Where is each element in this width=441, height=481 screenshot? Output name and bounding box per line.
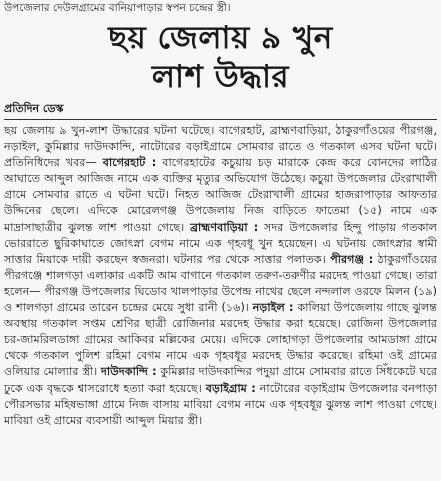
location-label-bagerhat: বাগেরহাট : bbox=[102, 156, 157, 170]
body-text: কালিয়া উপজেলায় গাছে ঝুলন্ত অবস্থায় গতকাল সপ্তম শ্রেণির ছাত্রী রোজিনার মরদেহ উদ্ধার করা হয়েছে। রোজিনা উপজেলার চর-জামরিলডাঙ্গা গ্রামের আকিবর মল্লিকের মেয়ে। এদিকে লোহাগড়া উপজেলার আমডাঙ্গা গ্রামে থেকে গতকাল পুলিশ রহিমা বেগম নামে এক গৃহবধূর মরদেহ উদ্ধার করেছে। রহিমা ওই গ্রামের ওলিয়ার মোল্যার স্ত্রী। bbox=[4, 301, 437, 379]
body-text: সদর উপজেলার হিন্দু পাড়ায় গতকাল ভোররাতে ছুরিকাঘাতে জোৎস্না বেগম নামে এক গৃহবধূ খুন হয়েছেন। এ ঘটনায় জোৎস্নার স্বামী সাত্তার মিয়াকে দায়ী করছেন স্বজনরা। ঘটনার পর থেকে সাত্তার পলাতক। bbox=[4, 220, 437, 266]
body-text: নাটোরের বড়াইগ্রাম উপজেলার বনপাড়া পৌরসভার মহিষভাঙ্গা গ্রামে নিজ বাসায় মাবিয়া বেগম নামে এক গৃহবধূর ঝুলন্ত লাশ পাওয়া গেছে। মাবিয়া ওই গ্রামের ব্যবসায়ী আব্দুল মিয়ার স্ত্রী। bbox=[4, 381, 438, 427]
headline bbox=[0, 15, 441, 97]
location-label-brahmanbaria: ব্রাহ্মণবাড়িয়া : bbox=[190, 220, 259, 234]
body-text: কুমিল্লার দাউদকান্দির পদুয়া গ্রামে সোমবার রাতে সিঁধকেটে ঘরে ঢুকে এক বৃদ্ধকে শ্বাসরোধে হত্যা করা হয়েছে। bbox=[4, 365, 437, 395]
body-text: বাগেরহাটের কচুয়ায় চড় মারাকে কেন্দ্র করে বোনদের লাঠির আঘাতে আব্দুল আজিজ নামে এক ব্যক্তির মৃত্যুর অভিযোগ উঠেছে। কচুয়া উপজেলার টেংরাখালী গ্রামে সোমবার রাতে এ ঘটনা ঘটে। নিহত আজিজ টেংরাখালী গ্রামের হাজরাপাড়ার আফতার উদ্দিনের ছেলে। এদিকে মোরেলগঞ্জ উপজেলায় নিজ বাড়িতে ফাতেমা (১৫) নামে এক মাদ্রাসাছাত্রীর ঝুলন্ত লাশ পাওয়া গেছে। bbox=[4, 156, 437, 234]
article-paragraph bbox=[4, 123, 437, 429]
location-label-pirganj: পীরগঞ্জ : bbox=[330, 252, 374, 266]
location-label-daudkandi: দাউদকান্দি : bbox=[101, 365, 157, 379]
byline: প্রতিদিন ডেস্ক bbox=[4, 102, 64, 115]
body-text: ঠাকুরগাঁওয়ের পীরগঞ্জে শালগড়া এলাকার একটি আম বাগানে গতকাল তরুণ-তরুণীর মরদেহ পাওয়া গেছে। তারা হলেন— পীরগঞ্জ উপজেলার ঘিডোব খালপাড়ার উপেন্দ্র নাথের ছেলে নন্দলাল ওরফে মিলন (১৯) ও শালগড়া গ্রামের তারেন চন্দ্রের মেয়ে সুধা রানী (১৬)। bbox=[4, 252, 437, 315]
headline-line-2: লাশ উদ্ধার bbox=[151, 59, 290, 95]
body-text: ছয় জেলায় ৯ খুন-লাশ উদ্ধারের ঘটনা ঘটেছে। বাগেরহাট, ব্রাহ্মণবাড়িয়া, ঠাকুরগাঁওয়ের পীরগঞ্জ, নড়াইল, কুমিল্লার দাউদকান্দি, নাটোরের বড়াইগ্রামে সোমবার রাতে ও গতকাল এসব ঘটনা ঘটে। প্রতিনিধিদের খবর— bbox=[4, 124, 437, 170]
byline-divider bbox=[4, 119, 437, 120]
location-label-baraigram: বড়াইগ্রাম : bbox=[205, 381, 256, 395]
news-clipping bbox=[0, 1, 441, 481]
previous-article-tail: উপজেলার দেউলগ্রামের বানিয়াপাড়ার স্বপন চন্দ্রের স্ত্রী। bbox=[4, 2, 231, 14]
location-label-narail: নড়াইল : bbox=[252, 301, 294, 315]
headline-line-1: ছয় জেলায় ৯ খুন bbox=[108, 20, 333, 56]
article-body bbox=[0, 123, 441, 429]
